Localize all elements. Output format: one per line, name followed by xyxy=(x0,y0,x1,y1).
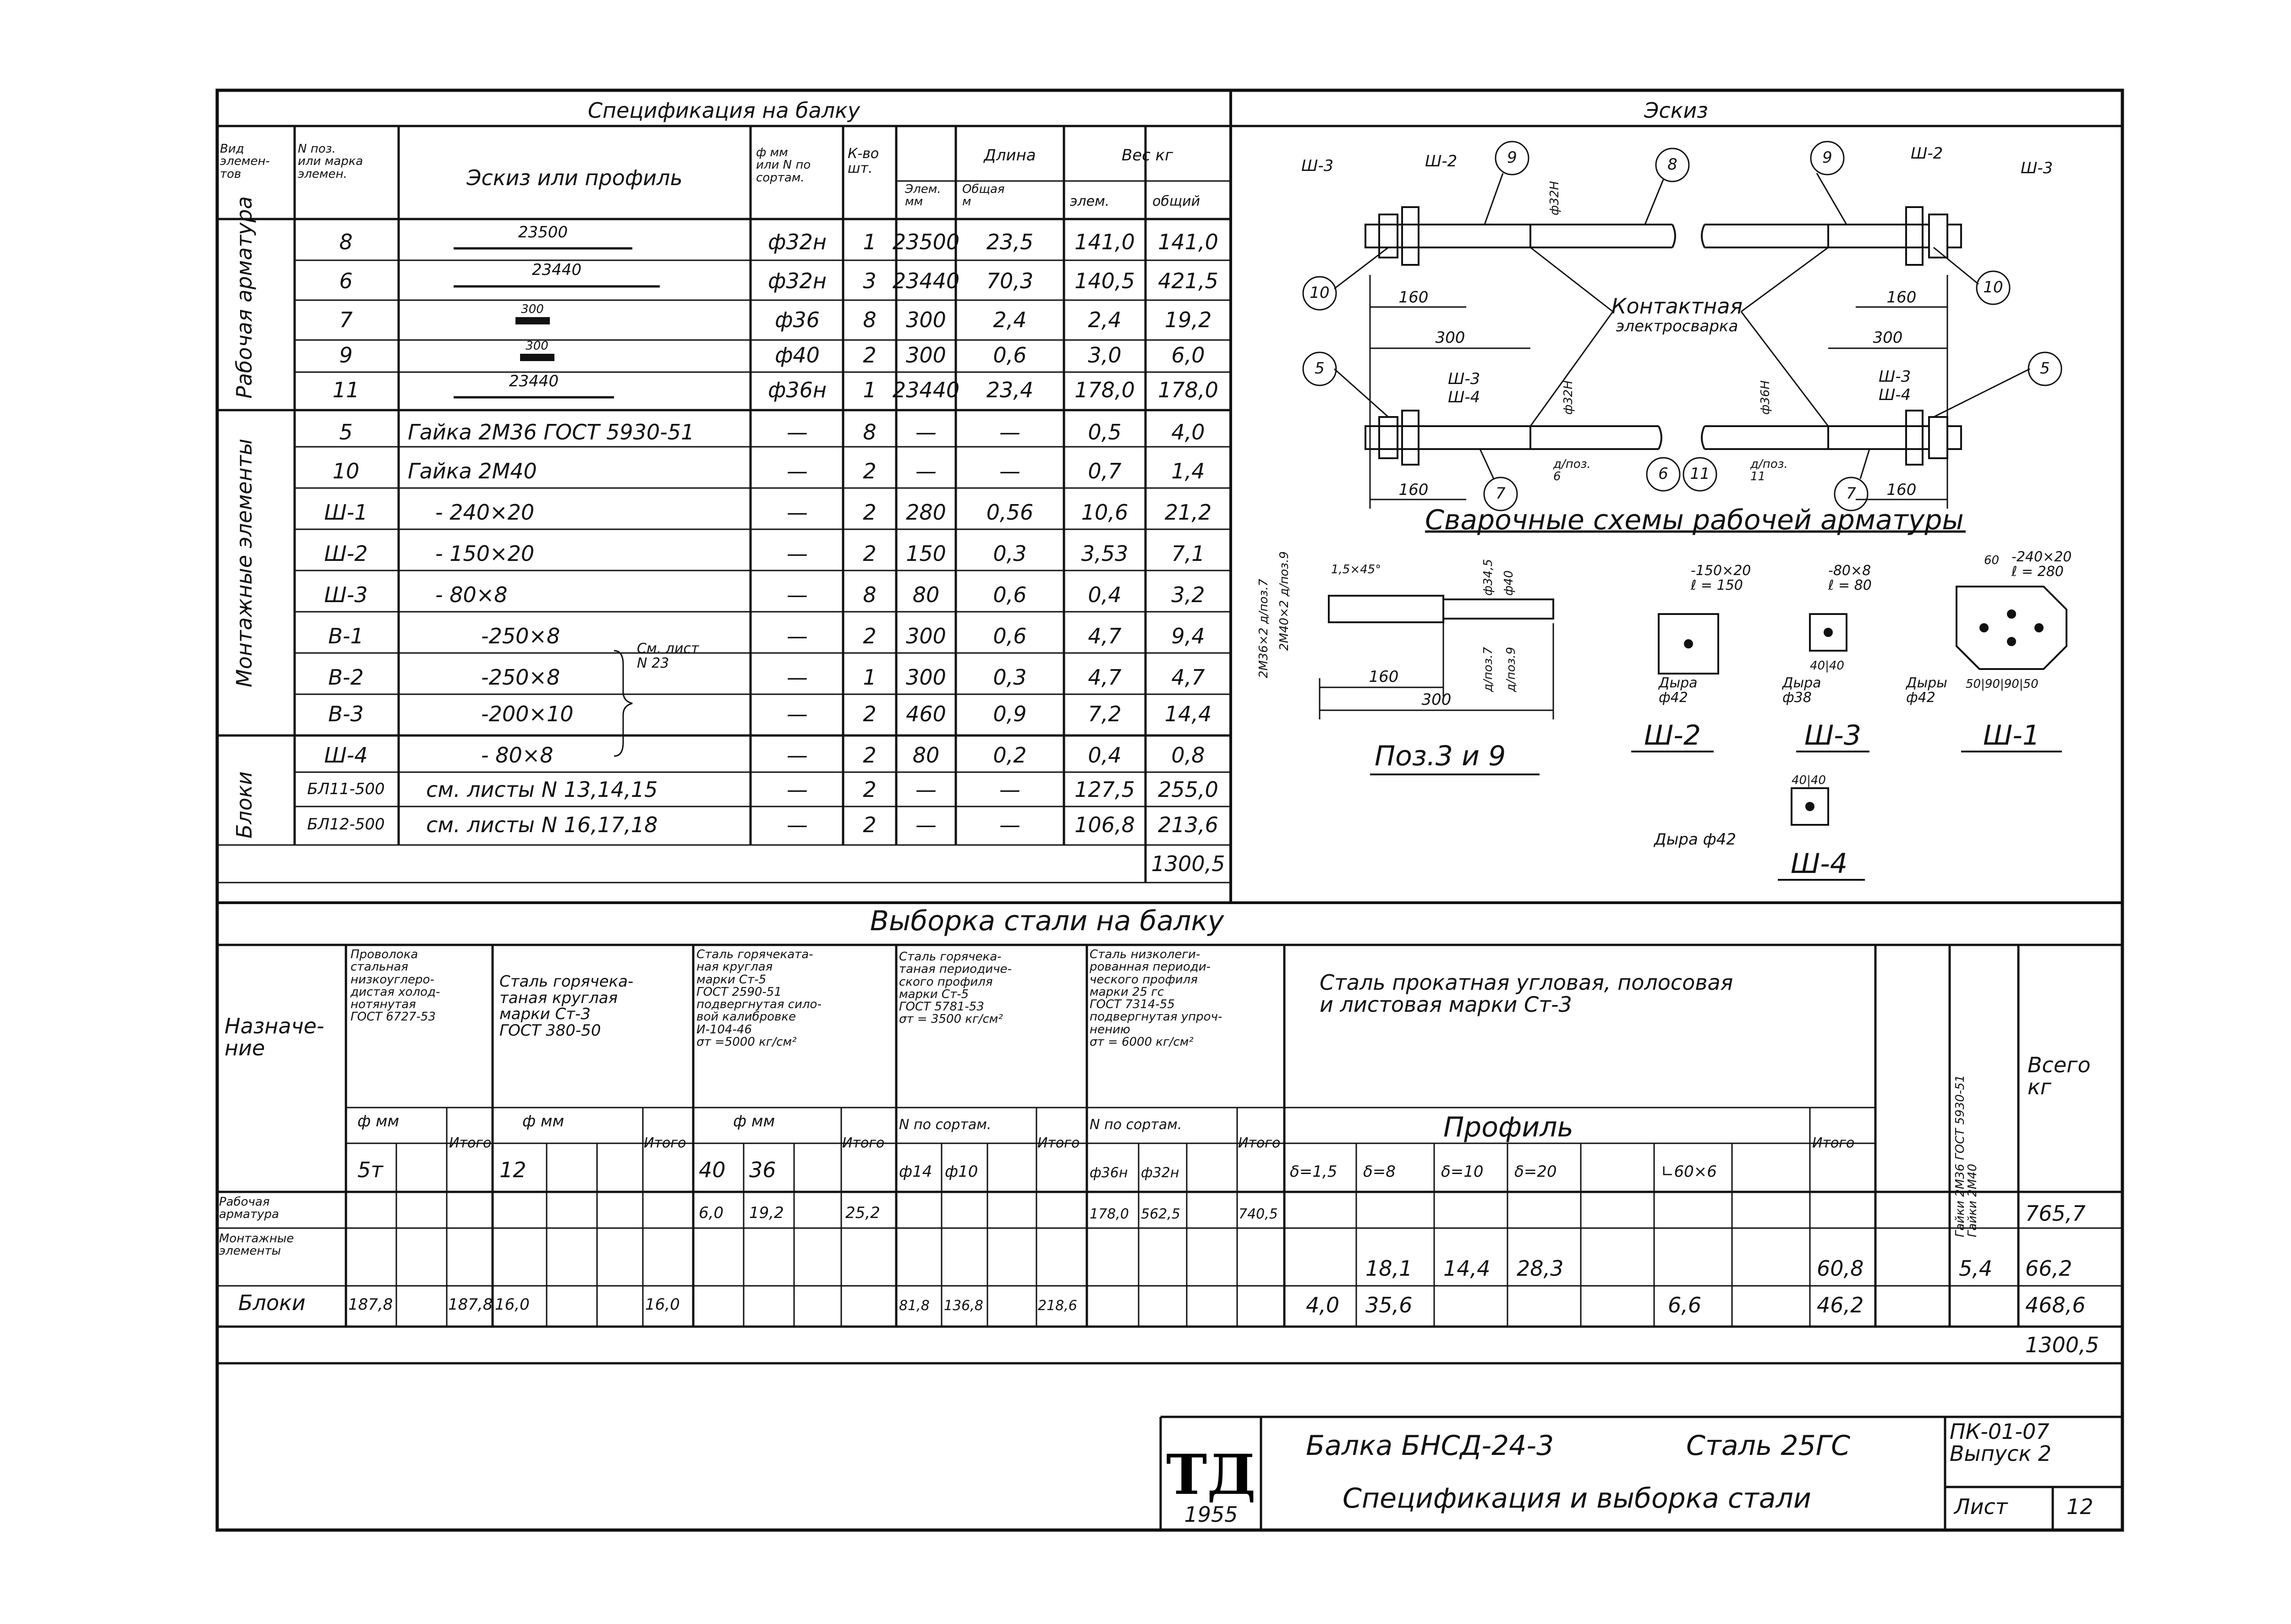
sel-sub-itogo-6: Итого xyxy=(1812,1135,1855,1151)
spec-row-pos: 8 xyxy=(339,230,353,254)
spec-row-len: — xyxy=(915,420,937,444)
spec-row-len: 23440 xyxy=(892,269,960,293)
spec-row-profile: -250×8 xyxy=(481,665,560,690)
spec-row-diam: ф36н xyxy=(768,378,827,402)
dim-160-bottom-left: 160 xyxy=(1398,481,1429,499)
spec-row-profile: - 80×8 xyxy=(435,582,508,607)
spec-header-diam: ф мм или N по сортам. xyxy=(756,146,811,185)
spec-row-len: 280 xyxy=(906,500,946,525)
spec-row-diam: ф32н xyxy=(768,269,827,293)
spec-row-diam: — xyxy=(787,743,808,768)
spec-row-qty: 2 xyxy=(863,343,877,368)
spec-row-qty: 2 xyxy=(863,541,877,566)
spec-row-qty: 1 xyxy=(863,378,877,402)
spec-header-w-elem: элем. xyxy=(1070,193,1110,209)
spec-row-wt: 255,0 xyxy=(1158,777,1218,802)
spec-row-len: 23500 xyxy=(892,230,960,254)
spec-row-profile: см. листы N 13,14,15 xyxy=(426,777,658,802)
spec-row-profile: см. листы N 16,17,18 xyxy=(426,812,658,837)
label-d36h: ф36Н xyxy=(1759,380,1772,415)
callout-10-left: 10 xyxy=(1310,284,1330,302)
spec-header-kvo: К-во шт. xyxy=(848,146,879,176)
spec-row-qty: 8 xyxy=(863,582,877,607)
spec-row-pos: Ш-4 xyxy=(324,743,368,768)
label-sh3-bottom-right: Ш-3 xyxy=(1879,368,1911,386)
sel-row-val: 16,0 xyxy=(645,1295,680,1314)
dim-160-top-left: 160 xyxy=(1398,288,1429,307)
stamp-steel: Сталь 25ГС xyxy=(1686,1430,1851,1462)
spec-row-diam: — xyxy=(787,582,808,607)
sel-row-val: 25,2 xyxy=(845,1204,880,1222)
spec-row-total: 0,6 xyxy=(993,582,1027,607)
spec-row-profile: Гайка 2М40 xyxy=(408,459,537,483)
spec-row-profile: Гайка 2М36 ГОСТ 5930-51 xyxy=(408,420,695,444)
spec-row-pos: В-3 xyxy=(328,702,364,726)
sel-row-val: 765,7 xyxy=(2025,1201,2086,1226)
callout-6: 6 xyxy=(1658,465,1668,483)
dim-160-top-right: 160 xyxy=(1886,288,1917,307)
spec-total: 1300,5 xyxy=(1151,851,1225,876)
selection-title: Выборка стали на балку xyxy=(870,905,1224,937)
dim-160-bottom-right: 160 xyxy=(1886,481,1917,499)
spec-row-len: — xyxy=(915,812,937,837)
dim-90: 50|90|90|50 xyxy=(1966,677,2039,691)
stamp-logo: ТД xyxy=(1166,1443,1256,1507)
spec-row-wt: 213,6 xyxy=(1158,812,1218,837)
sel-row-val: 740,5 xyxy=(1239,1206,1278,1222)
sel-row-val: 35,6 xyxy=(1365,1293,1413,1317)
spec-row-diam: — xyxy=(787,702,808,726)
spec-row-pos: В-2 xyxy=(328,665,364,690)
spec-row-wt: 3,2 xyxy=(1171,582,1205,607)
sel-sub-p2: δ=8 xyxy=(1363,1163,1396,1181)
sel-purpose: Назначе- ние xyxy=(225,1014,324,1061)
label-d11: д/поз. 11 xyxy=(1750,457,1788,484)
spec-row-wt: 4,0 xyxy=(1171,420,1205,444)
spec-row-wt: 14,4 xyxy=(1164,702,1212,726)
spec-row-diam: — xyxy=(787,541,808,566)
label-sh2-right: Ш-2 xyxy=(1911,144,1943,163)
spec-row-pos: Ш-1 xyxy=(324,500,368,525)
spec-row-wt: 6,0 xyxy=(1171,343,1205,368)
label-d6: д/поз. 6 xyxy=(1553,457,1591,484)
spec-row-total: 0,6 xyxy=(993,343,1027,368)
spec-row-pos: БЛ11-500 xyxy=(307,780,385,798)
callout-7-left: 7 xyxy=(1496,484,1506,503)
spec-row-we: 178,0 xyxy=(1074,378,1135,402)
spec-row-total: 0,6 xyxy=(993,624,1027,648)
sel-row-val: 6,0 xyxy=(699,1204,724,1222)
spec-row-we: 10,6 xyxy=(1081,500,1129,525)
spec-row-we: 141,0 xyxy=(1074,230,1135,254)
spec-row-total: 0,56 xyxy=(986,500,1034,525)
label-chamfer: 1,5×45° xyxy=(1331,563,1381,576)
spec-row-profile: - 150×20 xyxy=(435,541,535,566)
sel-row-val: 4,0 xyxy=(1306,1293,1340,1317)
spec-header-len-total: Общая м xyxy=(962,182,1005,209)
label-sh4-bottom-right: Ш-4 xyxy=(1879,386,1911,404)
spec-row-we: 0,4 xyxy=(1088,743,1122,768)
stamp-code: ПК-01-07 Выпуск 2 xyxy=(1950,1419,2052,1466)
spec-row-total: 70,3 xyxy=(986,269,1034,293)
holes-sh1: Дыры ф42 xyxy=(1906,675,1947,706)
spec-header-w-total: общий xyxy=(1152,193,1200,209)
plate-sh1-spec: -240×20 ℓ = 280 xyxy=(2011,549,2072,580)
spec-row-we: 127,5 xyxy=(1074,777,1135,802)
sel-sub-c5b: ф32н xyxy=(1141,1165,1179,1181)
label-d32h-bottom: ф32Н xyxy=(1562,380,1575,415)
sel-col-wire: Проволока стальная низкоуглеро- дистая холод- нотянутая ГОСТ 6727-53 xyxy=(351,948,440,1024)
dim-4040b: 40|40 xyxy=(1792,774,1826,787)
sel-col-all: Всего кг xyxy=(2028,1053,2091,1100)
spec-row-diam: — xyxy=(787,777,808,802)
callout-11: 11 xyxy=(1690,465,1710,483)
sel-sub-p5: ∟60×6 xyxy=(1661,1163,1717,1181)
sel-row-val: 468,6 xyxy=(2025,1293,2086,1317)
spec-row-wt: 421,5 xyxy=(1158,269,1218,293)
sel-row-val: 14,4 xyxy=(1443,1256,1491,1281)
spec-row-qty: 1 xyxy=(863,230,877,254)
spec-row-profile: -200×10 xyxy=(481,702,574,726)
spec-row-we: 106,8 xyxy=(1074,812,1135,837)
spec-row-len: 80 xyxy=(912,582,940,607)
spec-row-qty: 2 xyxy=(863,459,877,483)
plate-sh3-spec: -80×8 ℓ = 80 xyxy=(1828,563,1872,593)
sel-row-val: 19,2 xyxy=(749,1204,784,1222)
spec-header-length: Длина xyxy=(984,146,1036,165)
sel-sub-itogo-2: Итого xyxy=(644,1135,686,1151)
spec-row-pos: Ш-3 xyxy=(324,582,368,607)
spec-row-wt: 4,7 xyxy=(1171,665,1205,690)
spec-row-pos: 6 xyxy=(339,269,353,293)
spec-row-profile: 300 xyxy=(521,302,544,316)
spec-row-wt: 19,2 xyxy=(1164,307,1212,332)
stamp-subtitle: Спецификация и выборка стали xyxy=(1343,1482,1811,1514)
spec-row-profile: 300 xyxy=(526,339,548,353)
sel-col-nuts: Гайки 2М36 ГОСТ 5930-51 Гайки 2М40 xyxy=(1953,1075,1980,1237)
spec-row-profile: - 80×8 xyxy=(481,743,554,768)
spec-title: Спецификация на балку xyxy=(587,98,860,123)
spec-row-qty: 3 xyxy=(863,269,877,293)
spec-row-pos: 5 xyxy=(339,420,353,444)
spec-row-total: — xyxy=(999,420,1020,444)
spec-row-total: 2,4 xyxy=(993,307,1027,332)
sel-row-val: 187,8 xyxy=(348,1295,393,1314)
callout-5-right: 5 xyxy=(2040,359,2050,378)
spec-row-diam: — xyxy=(787,459,808,483)
sel-row-val: 66,2 xyxy=(2025,1256,2072,1281)
spec-row-profile: - 240×20 xyxy=(435,500,535,525)
label-sh2-left: Ш-2 xyxy=(1425,152,1458,170)
label-sh3-bottom-left: Ш-3 xyxy=(1448,370,1480,388)
title-sh1-label: Ш-1 xyxy=(1983,719,2040,752)
spec-row-profile: 23440 xyxy=(509,372,559,390)
spec-row-we: 4,7 xyxy=(1088,624,1122,648)
callout-9-left: 9 xyxy=(1507,148,1517,167)
stamp-year: 1955 xyxy=(1184,1502,1238,1527)
sel-col-rolled: Сталь прокатная угловая, полосовая и листовая марки Ст-3 xyxy=(1320,970,1733,1017)
sel-sub-fmm-1: ф мм xyxy=(357,1112,400,1130)
spec-header-len-elem: Элем. мм xyxy=(905,182,941,209)
spec-row-total: 23,4 xyxy=(986,378,1034,402)
sel-row-val: 136,8 xyxy=(944,1298,983,1314)
spec-row-we: 0,5 xyxy=(1088,420,1122,444)
spec-row-profile: 23500 xyxy=(518,223,568,241)
spec-row-wt: 0,8 xyxy=(1171,743,1205,768)
dim-60: 60 xyxy=(1984,554,2000,567)
sel-row-name: Блоки xyxy=(238,1290,306,1315)
dim-300-top-left: 300 xyxy=(1435,329,1465,347)
spec-row-qty: 2 xyxy=(863,624,877,648)
spec-row-we: 140,5 xyxy=(1074,269,1135,293)
title-sh2: Ш-2 xyxy=(1644,719,1701,752)
spec-header-vid: Вид элемен- тов xyxy=(220,142,270,181)
spec-row-wt: 21,2 xyxy=(1164,500,1212,525)
sel-sub-nsort-5: N по сортам. xyxy=(1090,1117,1182,1133)
spec-row-pos: 10 xyxy=(332,459,360,483)
sel-sub-p4: δ=20 xyxy=(1514,1163,1557,1181)
spec-row-qty: 1 xyxy=(863,665,877,690)
spec-row-qty: 8 xyxy=(863,307,877,332)
spec-header-pos: N поз. или марка элемен. xyxy=(298,142,363,181)
spec-row-wt: 9,4 xyxy=(1171,624,1205,648)
spec-row-pos: Ш-2 xyxy=(324,541,368,566)
spec-row-pos: БЛ12-500 xyxy=(307,815,385,834)
spec-row-we: 4,7 xyxy=(1088,665,1122,690)
spec-row-total: — xyxy=(999,459,1020,483)
label-m36: 2М36×2 д/поз.7 xyxy=(1257,579,1271,678)
brace-note: См. лист N 23 xyxy=(637,641,699,671)
sel-row-name: Рабочая арматура xyxy=(219,1195,279,1222)
spec-row-len: 80 xyxy=(912,743,940,768)
spec-row-len: 300 xyxy=(906,343,946,368)
sel-col-25gs: Сталь низколеги- рованная периоди- ческого профиля марки 25 гс ГОСТ 7314-55 подвергнутая упроч- нению σт = 6000 кг/см² xyxy=(1090,948,1222,1049)
group-label-blocks: Блоки xyxy=(232,771,257,839)
spec-row-wt: 178,0 xyxy=(1158,378,1218,402)
spec-row-qty: 2 xyxy=(863,702,877,726)
sel-sub-p1: δ=1,5 xyxy=(1290,1163,1337,1181)
spec-row-we: 7,2 xyxy=(1088,702,1122,726)
stamp-sheet-label: Лист xyxy=(1954,1494,2008,1519)
title-sh3: Ш-3 xyxy=(1804,719,1861,752)
sel-sub-c2: 12 xyxy=(499,1158,526,1182)
label-d40: ф40 xyxy=(1502,570,1516,596)
spec-row-diam: — xyxy=(787,420,808,444)
label-dp7: д/поз.7 xyxy=(1481,647,1495,692)
label-d345: ф34,5 xyxy=(1481,559,1495,596)
spec-row-pos: 9 xyxy=(339,343,353,368)
sel-row-val: 28,3 xyxy=(1517,1256,1564,1281)
label-sh3-left: Ш-3 xyxy=(1301,157,1334,175)
spec-row-qty: 2 xyxy=(863,777,877,802)
sel-sub-fmm-2: ф мм xyxy=(522,1112,565,1130)
spec-row-len: 150 xyxy=(906,541,946,566)
sel-row-val: 18,1 xyxy=(1365,1256,1413,1281)
hole-sh4: Дыра ф42 xyxy=(1654,830,1736,849)
spec-row-total: 0,3 xyxy=(993,665,1027,690)
sel-row-val: 562,5 xyxy=(1141,1206,1180,1222)
spec-row-pos: 7 xyxy=(339,307,353,332)
spec-row-qty: 2 xyxy=(863,812,877,837)
sel-col-st5-round: Сталь горячеката- ная круглая марки Ст-5 ГОСТ 2590-51 подвергнутая сило- вой калибровке И-104-46 σт =5000 кг/см² xyxy=(696,948,822,1049)
sel-sub-profile: Профиль xyxy=(1443,1111,1573,1143)
spec-header-sketch: Эскиз или профиль xyxy=(466,165,683,190)
sel-total: 1300,5 xyxy=(2025,1333,2099,1357)
spec-row-pos: В-1 xyxy=(328,624,364,648)
spec-row-total: 0,2 xyxy=(993,743,1027,768)
spec-row-len: 300 xyxy=(906,665,946,690)
spec-row-wt: 1,4 xyxy=(1171,459,1205,483)
label-sh3-right: Ш-3 xyxy=(2021,159,2053,177)
stamp-title: Балка БНСД-24-3 xyxy=(1306,1430,1554,1462)
spec-row-qty: 2 xyxy=(863,500,877,525)
sketch-title: Эскиз xyxy=(1644,98,1708,123)
sel-sub-itogo-4: Итого xyxy=(1037,1135,1080,1151)
spec-row-pos: 11 xyxy=(332,378,360,402)
spec-row-we: 3,0 xyxy=(1088,343,1122,368)
spec-row-len: 460 xyxy=(906,702,946,726)
spec-row-diam: — xyxy=(787,624,808,648)
spec-row-profile: -250×8 xyxy=(481,624,560,648)
spec-row-total: — xyxy=(999,777,1020,802)
spec-row-we: 0,4 xyxy=(1088,582,1122,607)
dim-160-detail: 160 xyxy=(1369,668,1399,686)
spec-row-we: 0,7 xyxy=(1088,459,1122,483)
label-dp9: д/поз.9 xyxy=(1504,647,1518,692)
sel-col-st5-periodic: Сталь горячека- таная периодиче- ского профиля марки Ст-5 ГОСТ 5781-53 σт = 3500 кг/см² xyxy=(899,950,1012,1026)
spec-row-diam: — xyxy=(787,665,808,690)
sel-sub-c3a: 40 xyxy=(699,1158,726,1182)
sel-sub-c4a: ф14 xyxy=(899,1163,932,1181)
spec-row-diam: ф36 xyxy=(775,307,820,332)
sel-row-val: 60,8 xyxy=(1817,1256,1864,1281)
spec-row-wt: 7,1 xyxy=(1171,541,1205,566)
spec-row-we: 3,53 xyxy=(1081,541,1129,566)
stamp-sheet-no: 12 xyxy=(2066,1494,2094,1519)
label-weld: электросварка xyxy=(1616,317,1738,335)
sel-sub-p3: δ=10 xyxy=(1441,1163,1484,1181)
sel-col-st3: Сталь горячека- таная круглая марки Ст-3 ГОСТ 380-50 xyxy=(499,972,634,1040)
callout-9-right: 9 xyxy=(1822,148,1832,167)
callout-10-right: 10 xyxy=(1983,278,2003,296)
title-sh4: Ш-4 xyxy=(1791,848,1847,880)
sel-sub-itogo-3: Итого xyxy=(842,1135,885,1151)
spec-row-total: 0,9 xyxy=(993,702,1027,726)
sel-sub-fmm-3: ф мм xyxy=(733,1112,775,1130)
spec-row-len: 23440 xyxy=(892,378,960,402)
spec-row-diam: — xyxy=(787,812,808,837)
hole-sh2: Дыра ф42 xyxy=(1659,675,1698,706)
sel-row-name: Монтажные элементы xyxy=(219,1232,294,1258)
sel-sub-c1: 5т xyxy=(357,1158,384,1182)
spec-row-profile: 23440 xyxy=(532,261,582,279)
label-d32h-top: ф32Н xyxy=(1548,181,1562,215)
spec-row-len: — xyxy=(915,777,937,802)
spec-row-diam: ф40 xyxy=(775,343,820,368)
sel-sub-c5a: ф36н xyxy=(1090,1165,1128,1181)
dim-300-top-right: 300 xyxy=(1873,329,1903,347)
pos39-title: Поз.3 и 9 xyxy=(1375,740,1506,772)
spec-row-diam: — xyxy=(787,500,808,525)
label-contact: Контактная xyxy=(1611,294,1743,318)
spec-row-total: — xyxy=(999,812,1020,837)
callout-5-left: 5 xyxy=(1315,359,1325,378)
spec-row-total: 0,3 xyxy=(993,541,1027,566)
sel-row-val: 81,8 xyxy=(899,1298,930,1314)
dim-4040: 40|40 xyxy=(1810,659,1844,673)
spec-row-total: 23,5 xyxy=(986,230,1034,254)
spec-row-qty: 8 xyxy=(863,420,877,444)
sel-sub-nsort-4: N по сортам. xyxy=(899,1117,992,1133)
spec-row-diam: ф32н xyxy=(768,230,827,254)
dim-300-detail: 300 xyxy=(1421,691,1452,709)
sel-row-val: 5,4 xyxy=(1959,1256,1993,1281)
sel-row-val: 187,8 xyxy=(448,1295,493,1314)
spec-row-wt: 141,0 xyxy=(1158,230,1218,254)
hole-sh3: Дыра ф38 xyxy=(1782,675,1821,706)
sel-row-val: 6,6 xyxy=(1668,1293,1702,1317)
sel-row-val: 218,6 xyxy=(1038,1298,1077,1314)
callout-7-right: 7 xyxy=(1846,484,1856,503)
spec-row-len: 300 xyxy=(906,307,946,332)
sel-sub-itogo-1: Итого xyxy=(449,1135,492,1151)
group-label-working: Рабочая арматура xyxy=(232,196,257,399)
sel-row-val: 178,0 xyxy=(1090,1206,1129,1222)
spec-row-qty: 2 xyxy=(863,743,877,768)
spec-header-weight: Вес кг xyxy=(1121,146,1173,165)
spec-row-len: — xyxy=(915,459,937,483)
sel-sub-itogo-5: Итого xyxy=(1238,1135,1281,1151)
sel-row-val: 46,2 xyxy=(1817,1293,1864,1317)
spec-row-we: 2,4 xyxy=(1088,307,1122,332)
sel-sub-c4b: ф10 xyxy=(945,1163,978,1181)
spec-row-len: 300 xyxy=(906,624,946,648)
label-sh4-bottom-left: Ш-4 xyxy=(1448,388,1480,406)
group-label-mounting: Монтажные элементы xyxy=(232,439,257,687)
sel-sub-c3b: 36 xyxy=(749,1158,776,1182)
sel-row-val: 16,0 xyxy=(495,1295,530,1314)
label-m40: 2М40×2 д/поз.9 xyxy=(1277,551,1291,651)
callout-8: 8 xyxy=(1667,155,1677,174)
scheme-title: Сварочные схемы рабочей арматуры xyxy=(1425,504,1964,536)
plate-sh2-spec: -150×20 ℓ = 150 xyxy=(1691,563,1751,593)
